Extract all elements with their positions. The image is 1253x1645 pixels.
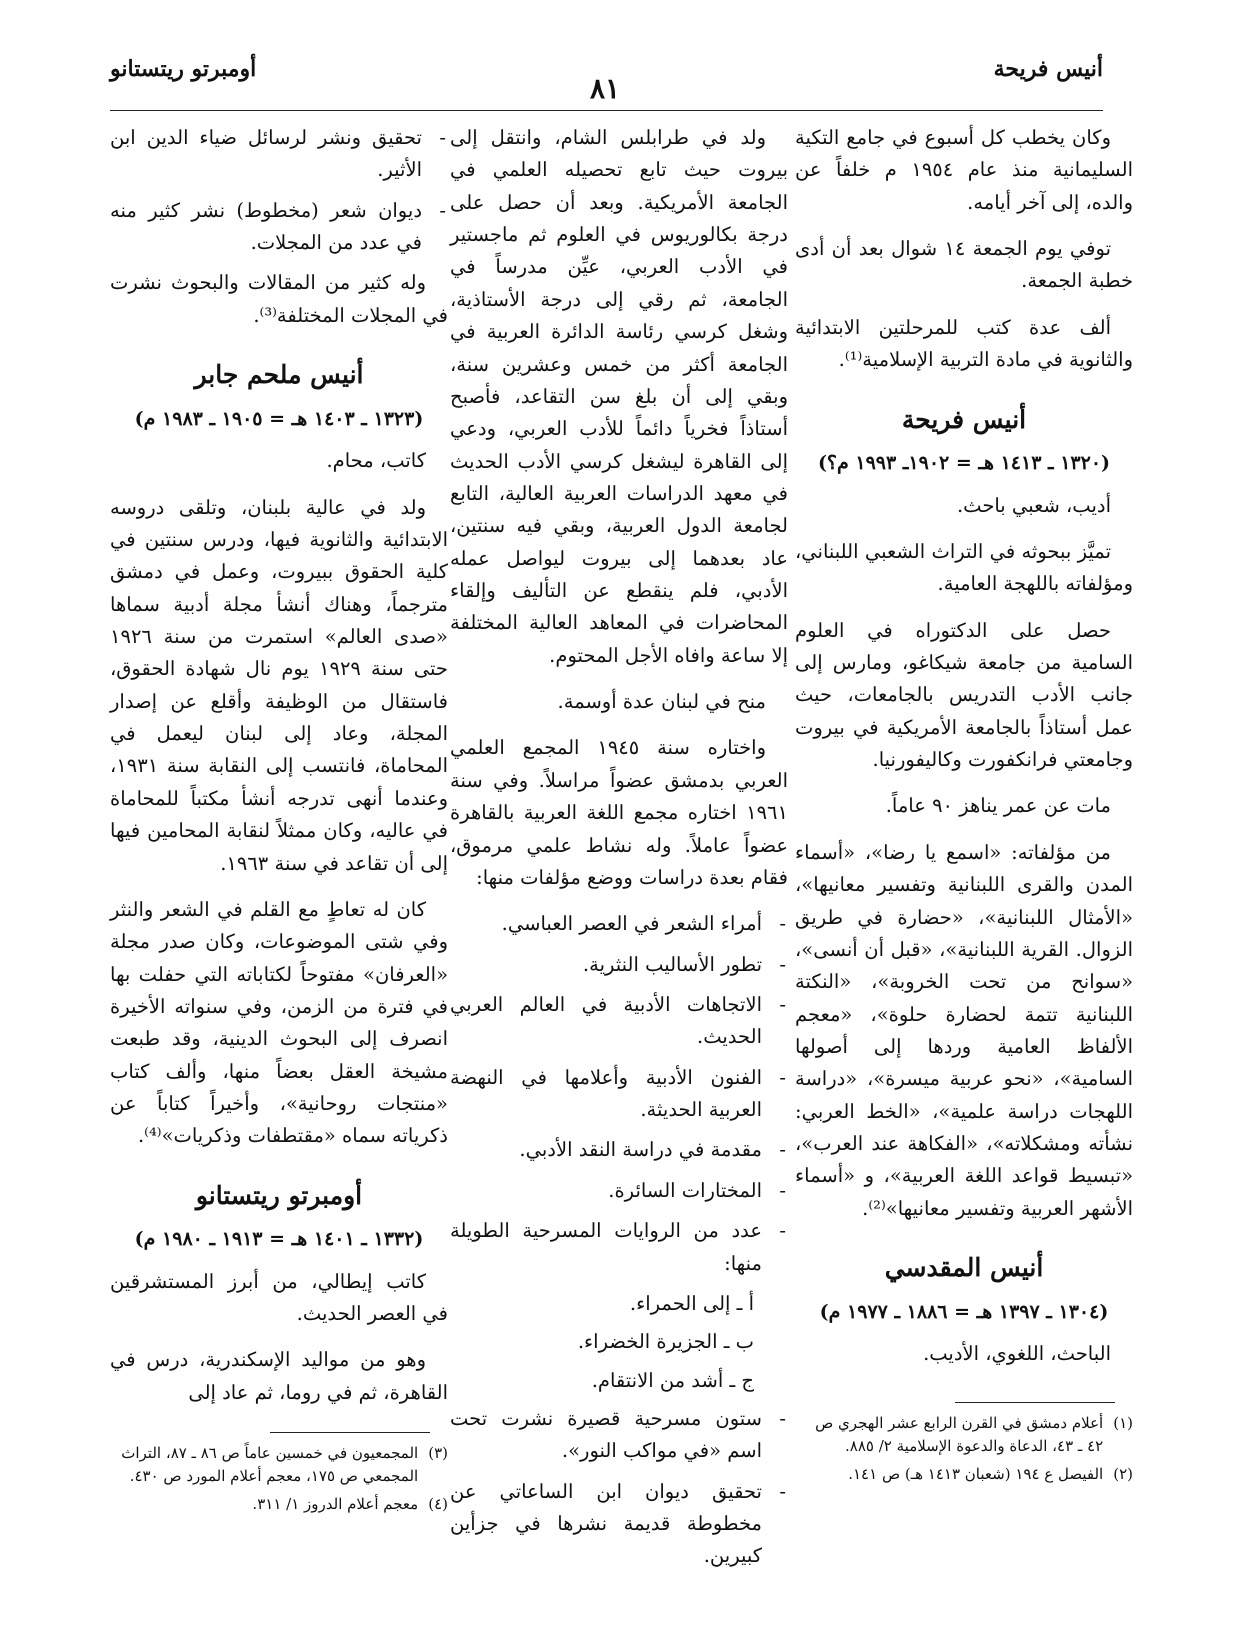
- paragraph: وكان يخطب كل أسبوع في جامع التكية السليمانية منذ عام ١٩٥٤ م خلفاً عن والده، إلى آخر أيامه.: [795, 126, 1134, 214]
- footnote-number: (٣): [428, 1444, 448, 1462]
- list-item: - عدد من الروايات المسرحية الطويلة منها:: [450, 1215, 788, 1280]
- paragraph: ولد في عالية بلبنان، وتلقى دروسه الابتدائية والثانوية فيها، ودرس سنتين في كلية الحقوق ببيروت، وعمل في دمشق مترجماً، وهناك أنشأ مجلة أدبية سماها «صدى العالم» استمرت من سنة ١٩٢٦ حتى سنة ١٩٢٩ يوم نال شهادة الحقوق، فاستقال من الوظيفة وأقلع عن إصدار المجلة، وعاد إلى لبنان ليعمل في المحاماة، فانتسب إلى النقابة سنة ١٩٣١، وعندما أنهى تدرجه أنشأ مكتباً للمحاماة في عاليه، وكان ممثلاً لنقابة المحامين فيها إلى أن تقاعد في سنة ١٩٦٣.: [110, 495, 448, 875]
- list-item: - تطور الأساليب النثرية.: [450, 949, 788, 981]
- paragraph: كاتب إيطالي، من أبرز المستشرقين في العصر الحديث.: [110, 1269, 448, 1326]
- list-item: - الاتجاهات الأدبية في العالم العربي الحديث.: [450, 989, 788, 1054]
- footnote-text: معجم أعلام الدروز ١/ ٣١١.: [252, 1494, 419, 1513]
- entry-heading: أنيس المقدسي: [884, 1253, 1044, 1283]
- list-item: - تحقيق ونشر لرسائل ضياء الدين ابن الأثير.: [110, 122, 448, 187]
- list-item: أ ـ إلى الحمراء.: [629, 1291, 754, 1315]
- footnote-text: المجمعيون في خمسين عاماً ص ٨٦ ـ ٨٧، التراث المجمعي ص ١٧٥، معجم أعلام المورد ص ٤٣٠.: [121, 1444, 419, 1486]
- footnote-number: (١): [1113, 1414, 1133, 1432]
- page-number: ٨١: [590, 72, 621, 105]
- middle-column: [450, 122, 788, 1581]
- paragraph: أديب، شعبي باحث.: [956, 493, 1111, 517]
- footnotes-right: [795, 1412, 1133, 1490]
- list-item: ج ـ أشد من الانتقام.: [591, 1368, 754, 1392]
- paragraph: ألف عدة كتب للمرحلتين الابتدائية والثانوية في مادة التربية الإسلامية⁽¹⁾.: [795, 315, 1133, 372]
- left-column: [110, 122, 448, 1423]
- works-list: [110, 122, 448, 259]
- running-header-right: أنيس فريحة: [993, 56, 1103, 82]
- entry-heading: أنيس ملحم جابر: [194, 360, 364, 390]
- paragraph: ولد في طرابلس الشام، وانتقل إلى بيروت حيث تابع تحصيله العلمي في الجامعة الأمريكية. وبعد أن حصل على درجة بكالوريوس في العلوم ثم ماجستير في الأدب العربي، عيِّن مدرساً في الجامعة، ثم رقي إلى درجة الأستاذية، وشغل كرسي رئاسة الدائرة العربية في الجامعة أكثر من خمس وعشرين سنة، وبقي إلى أن بلغ سن التقاعد، فأصبح أستاذاً فخرياً دائماً للأدب العربي، ودعي إلى القاهرة ليشغل كرسي الأدب الحديث في معهد الدراسات العربية العالية، التابع لجامعة الدول العربية، وبقي فيه سنتين، عاد بعدهما إلى بيروت ليواصل عمله الأدبي، فلم ينقطع عن التأليف وإلقاء المحاضرات في المعاهد العالية المختلفة إلا ساعة وافاه الأجل المحتوم.: [450, 126, 788, 667]
- footnote-rule: [955, 1402, 1115, 1403]
- list-item: - أمراء الشعر في العصر العباسي.: [450, 908, 788, 940]
- entry-dates: (١٣٠٤ ـ ١٣٩٧ هـ = ١٨٨٦ ـ ١٩٧٧ م): [819, 1300, 1109, 1323]
- list-item: - المختارات السائرة.: [450, 1175, 788, 1207]
- paragraph: كاتب، محام.: [326, 449, 426, 473]
- list-item: - الفنون الأدبية وأعلامها في النهضة العربية الحديثة.: [450, 1062, 788, 1127]
- entry-dates: (١٣٢٠ ـ ١٤١٣ هـ = ١٩٠٢ـ ١٩٩٣ م؟): [817, 452, 1111, 475]
- list-item: - ديوان شعر (مخطوط) نشر كثير منه في عدد من المجلات.: [110, 195, 448, 260]
- plays-list: [450, 1288, 788, 1397]
- entry-dates: (١٣٢٣ ـ ١٤٠٣ هـ = ١٩٠٥ ـ ١٩٨٣ م): [134, 407, 424, 430]
- paragraph: كان له تعاطٍ مع القلم في الشعر والنثر وفي شتى الموضوعات، وكان صدر مجلة «العرفان» مفتوحاً لكتاباته التي حفلت بها في فترة من الزمن، وفي سنواته الأخيرة انصرف إلى البحوث الدينية، وقد طبعت مشيخة العقل بعضاً منها، وألف كتاب «منتجات روحانية»، وأخيراً كتاباً عن ذكرياته سماه «مقتطفات وذكريات»⁽⁴⁾.: [110, 897, 448, 1148]
- paragraph: منح في لبنان عدة أوسمة.: [557, 690, 766, 714]
- paragraph: توفي يوم الجمعة ١٤ شوال بعد أن أدى خطبة الجمعة.: [795, 237, 1133, 293]
- works-list: [450, 908, 788, 1280]
- footnote-number: (٢): [1113, 1464, 1133, 1483]
- footnote-rule: [270, 1432, 430, 1433]
- footnote-text: الفيصل ع ١٩٤ (شعبان ١٤١٣ هـ) ص ١٤١.: [848, 1464, 1104, 1483]
- paragraph: الباحث، اللغوي، الأديب.: [923, 1342, 1111, 1366]
- footnotes-left: [110, 1442, 448, 1520]
- list-item: - ستون مسرحية قصيرة نشرت تحت اسم «في مواكب النور».: [450, 1403, 788, 1468]
- paragraph: من مؤلفاته: «اسمع يا رضا»، «أسماء المدن والقرى اللبنانية وتفسير معانيها»، «الأمثال اللبنانية»، «حضارة في طريق الزوال. القرية اللبنانية»، «قبل أن أنسى»، «سوانح من تحت الخروبة»، «النكتة اللبنانية تتمة لحضارة حلوة»، «معجم الألفاظ العامية وردها إلى أصولها السامية»، «نحو عربية ميسرة»، «دراسة اللهجات دراسة علمية»، «الخط العربي: نشأته ومشكلاته»، «الفكاهة عند العرب»، «تبسيط قواعد اللغة العربية»، و «أسماء الأشهر العربية وتفسير معانيها»⁽²⁾.: [795, 840, 1133, 1220]
- footnote: [795, 1463, 1133, 1486]
- paragraph: وله كثير من المقالات والبحوث نشرت في المجلات المختلفة⁽³⁾.: [110, 271, 448, 327]
- header-rule: [110, 110, 1103, 111]
- running-header-left: أومبرتو ريتستانو: [110, 56, 257, 82]
- list-item: - تحقيق ديوان ابن الساعاتي عن مخطوطة قديمة نشرها في جزأين كبيرين.: [450, 1476, 788, 1573]
- paragraph: واختاره سنة ١٩٤٥ المجمع العلمي العربي بدمشق عضواً مراسلاً. وفي سنة ١٩٦١ اختاره مجمع اللغة العربية بالقاهرة عضواً عاملاً. وله نشاط علمي مرموق، فقام بعدة دراسات ووضع مؤلفات منها:: [450, 736, 788, 889]
- works-list-continued: [450, 1403, 788, 1573]
- list-item: ب ـ الجزيرة الخضراء.: [577, 1330, 754, 1354]
- entry-heading: أنيس فريحة: [901, 404, 1027, 434]
- entry-dates: (١٣٣٢ ـ ١٤٠١ هـ = ١٩١٣ ـ ١٩٨٠ م): [134, 1228, 424, 1251]
- list-item: - مقدمة في دراسة النقد الأدبي.: [450, 1134, 788, 1166]
- paragraph: حصل على الدكتوراه في العلوم السامية من جامعة شيكاغو، ومارس إلى جانب الأدب التدريس بالجامعات، حيث عمل أستاذاً بالجامعة الأمريكية في بيروت وجامعتي فرانكفورت وكاليفورنيا.: [795, 618, 1133, 772]
- paragraph: مات عن عمر يناهز ٩٠ عاماً.: [885, 794, 1111, 818]
- footnote: [110, 1442, 448, 1489]
- footnote-text: أعلام دمشق في القرن الرابع عشر الهجري ص ٤٢ ـ ٤٣، الدعاة والدعوة الإسلامية ٢/ ٨٨٥.: [815, 1414, 1104, 1456]
- right-column: [795, 122, 1133, 1384]
- entry-heading: أومبرتو ريتستانو: [195, 1180, 363, 1210]
- paragraph: وهو من مواليد الإسكندرية، درس في القاهرة، ثم في روما، ثم عاد إلى: [110, 1348, 448, 1404]
- paragraph: تميَّز ببحوثه في التراث الشعبي اللبناني، ومؤلفاته باللهجة العامية.: [795, 539, 1133, 596]
- footnote: [110, 1493, 448, 1516]
- footnote: [795, 1412, 1133, 1459]
- footnote-number: (٤): [428, 1494, 448, 1513]
